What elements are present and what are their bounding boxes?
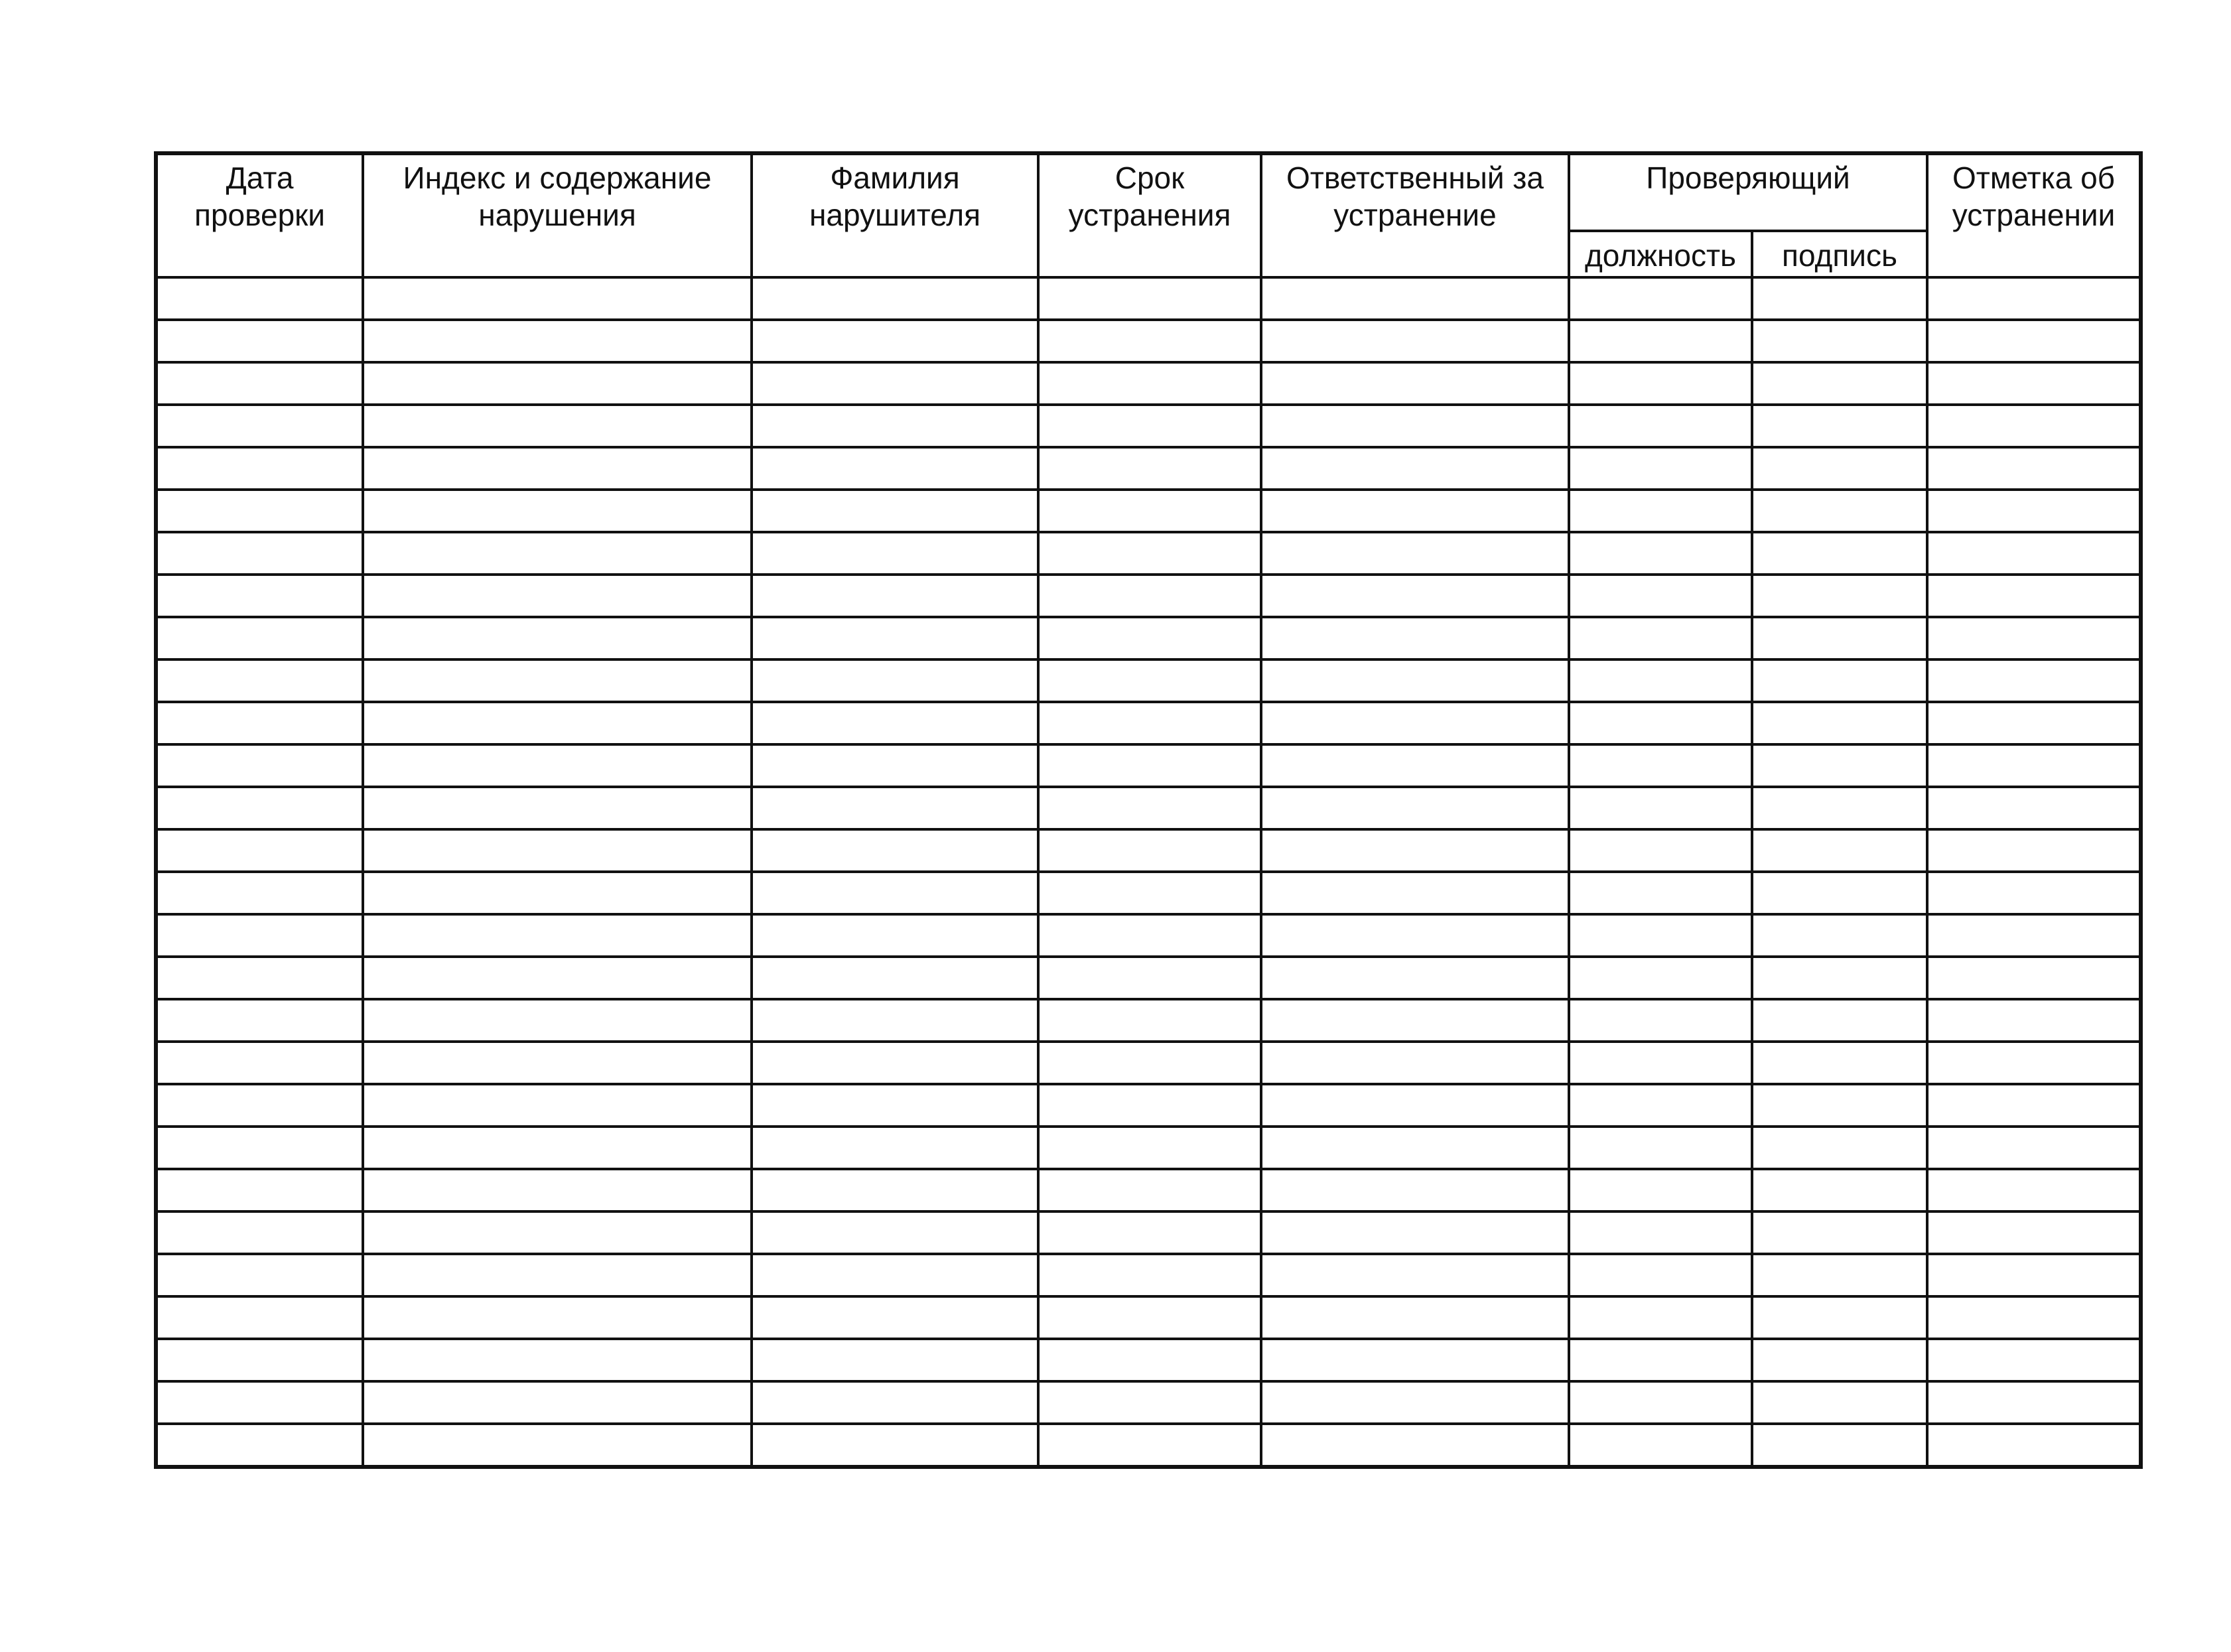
position-cell <box>1569 405 1752 447</box>
position-cell <box>1569 617 1752 659</box>
date-cell <box>156 829 363 872</box>
table-row <box>156 362 2141 405</box>
responsible-cell <box>1261 1211 1569 1254</box>
deadline-cell <box>1038 1254 1261 1296</box>
violation-cell <box>363 362 752 405</box>
deadline-cell <box>1038 702 1261 744</box>
signature-cell <box>1752 532 1927 575</box>
signature-cell <box>1752 1339 1927 1381</box>
table-row <box>156 1381 2141 1424</box>
responsible-cell <box>1261 1084 1569 1127</box>
date-cell <box>156 617 363 659</box>
fix-mark-cell <box>1927 1042 2141 1084</box>
signature-cell <box>1752 1424 1927 1467</box>
table-body <box>156 277 2141 1467</box>
table-row <box>156 405 2141 447</box>
violation-cell <box>363 872 752 914</box>
table-row <box>156 1424 2141 1467</box>
position-cell <box>1569 1424 1752 1467</box>
position-cell <box>1569 447 1752 490</box>
responsible-cell <box>1261 829 1569 872</box>
table-row <box>156 829 2141 872</box>
date-cell <box>156 744 363 787</box>
position-cell <box>1569 999 1752 1042</box>
fix-mark-cell <box>1927 744 2141 787</box>
table-row <box>156 617 2141 659</box>
violation-cell <box>363 1042 752 1084</box>
deadline-cell <box>1038 659 1261 702</box>
violation-cell <box>363 532 752 575</box>
table-row <box>156 1254 2141 1296</box>
date-cell <box>156 575 363 617</box>
date-cell <box>156 957 363 999</box>
table-row <box>156 787 2141 829</box>
signature-cell <box>1752 659 1927 702</box>
violator-cell <box>752 659 1038 702</box>
violator-cell <box>752 1339 1038 1381</box>
position-cell <box>1569 362 1752 405</box>
violator-cell <box>752 999 1038 1042</box>
responsible-cell <box>1261 999 1569 1042</box>
violator-cell <box>752 1424 1038 1467</box>
responsible-cell <box>1261 787 1569 829</box>
table-row <box>156 575 2141 617</box>
table-row <box>156 532 2141 575</box>
date-cell <box>156 1127 363 1169</box>
deadline-cell <box>1038 914 1261 957</box>
fix-mark-cell <box>1927 617 2141 659</box>
responsible-cell <box>1261 957 1569 999</box>
violator-cell <box>752 277 1038 320</box>
violation-cell <box>363 617 752 659</box>
violation-cell <box>363 1339 752 1381</box>
deadline-cell <box>1038 447 1261 490</box>
date-cell <box>156 872 363 914</box>
responsible-cell <box>1261 1127 1569 1169</box>
header-deadline: Срок устранения <box>1038 153 1261 277</box>
responsible-cell <box>1261 405 1569 447</box>
deadline-cell <box>1038 575 1261 617</box>
date-cell <box>156 787 363 829</box>
header-inspector: Проверяющий <box>1569 153 1927 231</box>
signature-cell <box>1752 447 1927 490</box>
violator-cell <box>752 1169 1038 1211</box>
date-cell <box>156 1424 363 1467</box>
deadline-cell <box>1038 320 1261 362</box>
violation-cell <box>363 787 752 829</box>
signature-cell <box>1752 1084 1927 1127</box>
date-cell <box>156 1339 363 1381</box>
position-cell <box>1569 744 1752 787</box>
responsible-cell <box>1261 914 1569 957</box>
date-cell <box>156 1042 363 1084</box>
deadline-cell <box>1038 1127 1261 1169</box>
signature-cell <box>1752 575 1927 617</box>
responsible-cell <box>1261 744 1569 787</box>
responsible-cell <box>1261 1169 1569 1211</box>
date-cell <box>156 320 363 362</box>
table-row <box>156 277 2141 320</box>
fix-mark-cell <box>1927 872 2141 914</box>
signature-cell <box>1752 914 1927 957</box>
position-cell <box>1569 1169 1752 1211</box>
signature-cell <box>1752 320 1927 362</box>
responsible-cell <box>1261 702 1569 744</box>
table-row <box>156 1296 2141 1339</box>
deadline-cell <box>1038 1211 1261 1254</box>
position-cell <box>1569 1339 1752 1381</box>
fix-mark-cell <box>1927 1169 2141 1211</box>
signature-cell <box>1752 617 1927 659</box>
signature-cell <box>1752 787 1927 829</box>
responsible-cell <box>1261 277 1569 320</box>
violator-cell <box>752 1254 1038 1296</box>
responsible-cell <box>1261 447 1569 490</box>
deadline-cell <box>1038 787 1261 829</box>
violation-cell <box>363 999 752 1042</box>
violator-cell <box>752 1127 1038 1169</box>
violation-cell <box>363 957 752 999</box>
signature-cell <box>1752 702 1927 744</box>
responsible-cell <box>1261 872 1569 914</box>
signature-cell <box>1752 277 1927 320</box>
deadline-cell <box>1038 490 1261 532</box>
deadline-cell <box>1038 957 1261 999</box>
violator-cell <box>752 872 1038 914</box>
position-cell <box>1569 532 1752 575</box>
fix-mark-cell <box>1927 659 2141 702</box>
violator-cell <box>752 957 1038 999</box>
fix-mark-cell <box>1927 320 2141 362</box>
position-cell <box>1569 277 1752 320</box>
date-cell <box>156 532 363 575</box>
violator-cell <box>752 702 1038 744</box>
deadline-cell <box>1038 1296 1261 1339</box>
responsible-cell <box>1261 617 1569 659</box>
table-row <box>156 744 2141 787</box>
violator-cell <box>752 575 1038 617</box>
signature-cell <box>1752 405 1927 447</box>
deadline-cell <box>1038 1042 1261 1084</box>
date-cell <box>156 1084 363 1127</box>
header-inspector-position: должность <box>1569 231 1752 277</box>
violator-cell <box>752 1296 1038 1339</box>
violation-cell <box>363 914 752 957</box>
deadline-cell <box>1038 362 1261 405</box>
signature-cell <box>1752 1042 1927 1084</box>
violation-cell <box>363 1169 752 1211</box>
signature-cell <box>1752 872 1927 914</box>
fix-mark-cell <box>1927 1381 2141 1424</box>
table-row <box>156 447 2141 490</box>
date-cell <box>156 1296 363 1339</box>
violation-cell <box>363 1127 752 1169</box>
date-cell <box>156 1381 363 1424</box>
date-cell <box>156 914 363 957</box>
position-cell <box>1569 872 1752 914</box>
table-row <box>156 872 2141 914</box>
date-cell <box>156 1254 363 1296</box>
violation-cell <box>363 1254 752 1296</box>
position-cell <box>1569 1211 1752 1254</box>
violator-cell <box>752 490 1038 532</box>
violation-cell <box>363 320 752 362</box>
fix-mark-cell <box>1927 1424 2141 1467</box>
header-fix-mark: Отметка об устранении <box>1927 153 2141 277</box>
date-cell <box>156 999 363 1042</box>
violation-cell <box>363 1381 752 1424</box>
table-row <box>156 957 2141 999</box>
signature-cell <box>1752 1169 1927 1211</box>
violator-cell <box>752 617 1038 659</box>
violator-cell <box>752 320 1038 362</box>
fix-mark-cell <box>1927 405 2141 447</box>
deadline-cell <box>1038 1381 1261 1424</box>
violations-log-table <box>154 151 2143 1469</box>
responsible-cell <box>1261 1339 1569 1381</box>
header-responsible: Ответственный за устранение <box>1261 153 1569 277</box>
violator-cell <box>752 447 1038 490</box>
violation-cell <box>363 575 752 617</box>
signature-cell <box>1752 490 1927 532</box>
table-row <box>156 914 2141 957</box>
date-cell <box>156 405 363 447</box>
violation-cell <box>363 447 752 490</box>
position-cell <box>1569 1381 1752 1424</box>
date-cell <box>156 659 363 702</box>
signature-cell <box>1752 999 1927 1042</box>
violation-cell <box>363 277 752 320</box>
violator-cell <box>752 405 1038 447</box>
position-cell <box>1569 1127 1752 1169</box>
responsible-cell <box>1261 362 1569 405</box>
table-row <box>156 659 2141 702</box>
fix-mark-cell <box>1927 277 2141 320</box>
signature-cell <box>1752 1381 1927 1424</box>
position-cell <box>1569 702 1752 744</box>
date-cell <box>156 702 363 744</box>
date-cell <box>156 362 363 405</box>
table-row <box>156 1169 2141 1211</box>
fix-mark-cell <box>1927 1084 2141 1127</box>
responsible-cell <box>1261 490 1569 532</box>
deadline-cell <box>1038 532 1261 575</box>
date-cell <box>156 1211 363 1254</box>
date-cell <box>156 1169 363 1211</box>
table-row <box>156 702 2141 744</box>
deadline-cell <box>1038 1169 1261 1211</box>
fix-mark-cell <box>1927 957 2141 999</box>
responsible-cell <box>1261 532 1569 575</box>
violation-cell <box>363 702 752 744</box>
deadline-cell <box>1038 744 1261 787</box>
fix-mark-cell <box>1927 829 2141 872</box>
deadline-cell <box>1038 405 1261 447</box>
responsible-cell <box>1261 1381 1569 1424</box>
fix-mark-cell <box>1927 787 2141 829</box>
responsible-cell <box>1261 320 1569 362</box>
fix-mark-cell <box>1927 490 2141 532</box>
deadline-cell <box>1038 1424 1261 1467</box>
violator-cell <box>752 1381 1038 1424</box>
violation-cell <box>363 1084 752 1127</box>
violation-cell <box>363 829 752 872</box>
deadline-cell <box>1038 872 1261 914</box>
responsible-cell <box>1261 1424 1569 1467</box>
signature-cell <box>1752 829 1927 872</box>
fix-mark-cell <box>1927 702 2141 744</box>
violator-cell <box>752 914 1038 957</box>
position-cell <box>1569 575 1752 617</box>
signature-cell <box>1752 1296 1927 1339</box>
responsible-cell <box>1261 1042 1569 1084</box>
violation-cell <box>363 1211 752 1254</box>
fix-mark-cell <box>1927 1254 2141 1296</box>
table-row <box>156 1042 2141 1084</box>
table-row <box>156 490 2141 532</box>
header-violator: Фамилия нарушителя <box>752 153 1038 277</box>
fix-mark-cell <box>1927 1296 2141 1339</box>
position-cell <box>1569 914 1752 957</box>
table-row <box>156 1127 2141 1169</box>
fix-mark-cell <box>1927 532 2141 575</box>
fix-mark-cell <box>1927 447 2141 490</box>
violator-cell <box>752 1211 1038 1254</box>
deadline-cell <box>1038 277 1261 320</box>
deadline-cell <box>1038 829 1261 872</box>
position-cell <box>1569 1254 1752 1296</box>
fix-mark-cell <box>1927 362 2141 405</box>
date-cell <box>156 490 363 532</box>
fix-mark-cell <box>1927 999 2141 1042</box>
position-cell <box>1569 1084 1752 1127</box>
position-cell <box>1569 320 1752 362</box>
responsible-cell <box>1261 575 1569 617</box>
violation-cell <box>363 744 752 787</box>
position-cell <box>1569 659 1752 702</box>
header-inspector-signature: подпись <box>1752 231 1927 277</box>
violator-cell <box>752 362 1038 405</box>
table-row <box>156 1211 2141 1254</box>
signature-cell <box>1752 1127 1927 1169</box>
table-row <box>156 1084 2141 1127</box>
fix-mark-cell <box>1927 1211 2141 1254</box>
date-cell <box>156 277 363 320</box>
responsible-cell <box>1261 1254 1569 1296</box>
table-row <box>156 1339 2141 1381</box>
deadline-cell <box>1038 1084 1261 1127</box>
signature-cell <box>1752 1254 1927 1296</box>
position-cell <box>1569 1042 1752 1084</box>
violator-cell <box>752 532 1038 575</box>
position-cell <box>1569 829 1752 872</box>
fix-mark-cell <box>1927 1339 2141 1381</box>
violation-cell <box>363 405 752 447</box>
fix-mark-cell <box>1927 914 2141 957</box>
violator-cell <box>752 1084 1038 1127</box>
position-cell <box>1569 1296 1752 1339</box>
header-check-date: Дата проверки <box>156 153 363 277</box>
position-cell <box>1569 787 1752 829</box>
signature-cell <box>1752 744 1927 787</box>
violation-cell <box>363 490 752 532</box>
responsible-cell <box>1261 1296 1569 1339</box>
violator-cell <box>752 787 1038 829</box>
responsible-cell <box>1261 659 1569 702</box>
fix-mark-cell <box>1927 575 2141 617</box>
violation-cell <box>363 659 752 702</box>
violator-cell <box>752 1042 1038 1084</box>
signature-cell <box>1752 1211 1927 1254</box>
deadline-cell <box>1038 617 1261 659</box>
table-row <box>156 320 2141 362</box>
deadline-cell <box>1038 1339 1261 1381</box>
violator-cell <box>752 829 1038 872</box>
violator-cell <box>752 744 1038 787</box>
deadline-cell <box>1038 999 1261 1042</box>
violation-cell <box>363 1424 752 1467</box>
date-cell <box>156 447 363 490</box>
signature-cell <box>1752 957 1927 999</box>
table-row <box>156 999 2141 1042</box>
signature-cell <box>1752 362 1927 405</box>
header-violation: Индекс и содержание нарушения <box>363 153 752 277</box>
position-cell <box>1569 957 1752 999</box>
position-cell <box>1569 490 1752 532</box>
fix-mark-cell <box>1927 1127 2141 1169</box>
violation-cell <box>363 1296 752 1339</box>
